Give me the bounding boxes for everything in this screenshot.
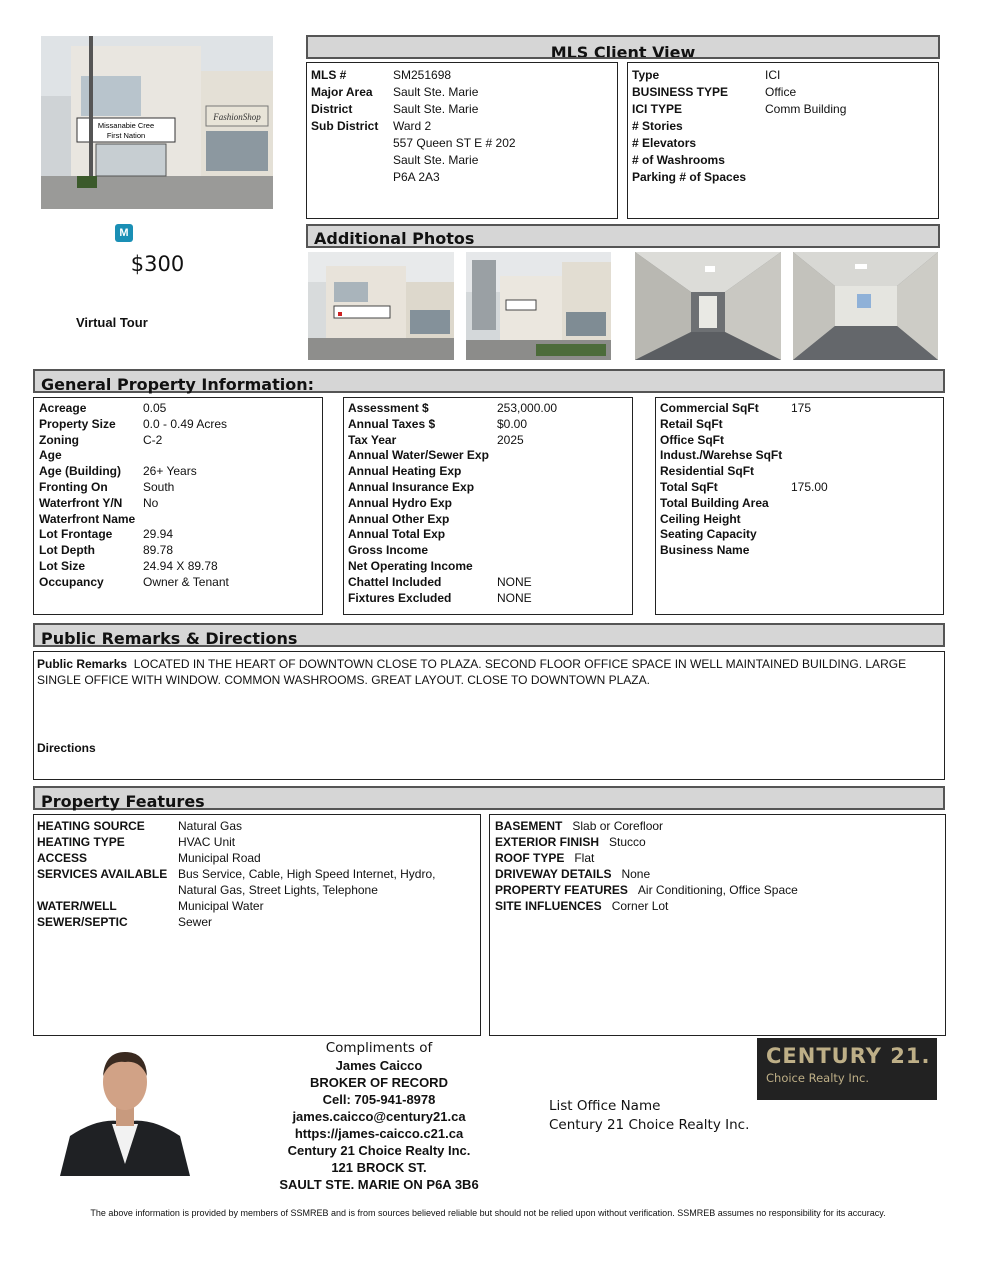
field-value: Owner & Tenant [143,574,229,589]
field-row [39,401,317,417]
field-row [495,882,940,898]
field-label: Annual Heating Exp [348,464,462,479]
field-value: Office [765,85,797,99]
agent-cell[interactable]: Cell: 705-941-8978 [322,1092,436,1107]
field-row [37,914,477,930]
list-office-name: Century 21 Choice Realty Inc. [549,1117,750,1133]
field-label: SERVICES AVAILABLE [37,867,168,881]
field-row [39,575,317,591]
agent-street: 121 BROCK ST. [331,1160,427,1175]
field-row [348,401,628,417]
field-value: ICI [765,68,781,82]
field-row [39,543,317,559]
field-label: # Stories [632,119,683,133]
field-value: Sault Ste. Marie [393,153,479,167]
field-label: DRIVEWAY DETAILS [495,867,612,881]
general-col-2 [343,397,633,615]
field-row [348,575,628,591]
field-row [660,496,939,512]
directions-label: Directions [37,741,96,755]
field-value: Stucco [609,835,646,849]
agent-photo [60,1046,190,1176]
field-row [37,866,477,898]
field-value: SM251698 [393,68,452,82]
field-value: C-2 [143,432,163,447]
field-value: 29.94 [143,527,174,542]
field-row [495,834,940,850]
field-label [311,169,393,186]
field-value: HVAC Unit [178,835,236,849]
field-row [348,448,628,464]
main-property-photo[interactable] [41,36,273,209]
field-value: Air Conditioning, Office Space [637,883,798,897]
listing-type-box [627,62,939,219]
field-value: Sault Ste. Marie [393,85,479,99]
field-row [348,512,628,528]
logo-sub: Choice Realty Inc. [766,1071,870,1085]
sign-text: Missanabie Cree [97,121,155,130]
field-row [348,433,628,449]
field-row [632,118,934,135]
field-label: Assessment $ [348,401,429,415]
field-row [311,169,613,186]
field-row [37,898,477,914]
agent-website[interactable]: https://james-caicco.c21.ca [294,1126,464,1141]
field-row [39,480,317,496]
field-label: Residential SqFt [660,464,755,479]
field-value: 175.00 [791,479,828,494]
additional-photo-1[interactable] [308,252,454,360]
field-value: Slab or Corefloor [572,819,664,833]
field-row [311,152,613,169]
field-value: 0.05 [143,401,167,415]
field-label: BUSINESS TYPE [632,85,729,99]
features-title: Property Features [41,792,205,811]
field-label: Annual Hydro Exp [348,495,453,510]
remarks-box [33,651,945,780]
logo-brand: CENTURY 21. [766,1044,931,1068]
field-label: Annual Insurance Exp [348,479,475,494]
field-row [632,67,934,84]
field-label: Age [39,448,62,463]
public-remarks [37,657,941,688]
field-label: District [311,102,353,116]
field-value: Municipal Water [178,899,264,913]
field-label: Lot Depth [39,543,95,558]
field-row [311,118,613,135]
field-value: None [621,867,651,881]
field-row [660,448,939,464]
field-value: 175 [791,401,812,415]
field-row [39,496,317,512]
list-office [549,1097,749,1135]
list-office-label: List Office Name [549,1098,661,1114]
sign-text-2: First Nation [106,131,146,140]
field-label: Annual Other Exp [348,511,450,526]
field-row [495,898,940,914]
field-row [311,84,613,101]
additional-photo-3[interactable] [635,252,781,360]
field-label: Annual Taxes $ [348,416,436,431]
field-label: ROOF TYPE [495,851,565,865]
field-label: HEATING TYPE [37,835,125,849]
field-label: Tax Year [348,432,397,447]
field-label: WATER/WELL [37,899,117,913]
field-label [311,135,393,152]
remarks-header [33,623,945,647]
field-value: NONE [497,590,532,605]
field-row [660,543,939,559]
features-header [33,786,945,810]
field-label: Gross Income [348,543,429,558]
field-label: Commercial SqFt [660,401,759,415]
public-remarks-text: LOCATED IN THE HEART OF DOWNTOWN CLOSE TO PLAZA. SECOND FLOOR OFFICE SPACE IN WELL MAINTAINED BUILDING. LARGE SINGLE OFFICE WITH WINDOW. COMMON WASHROOMS. GREAT LAYOUT. CLOSE TO DOWNTOWN PLAZA. [37,657,907,687]
field-row [39,559,317,575]
disclaimer: The above information is provided by members of SSMREB and is from sources believed reliable but should not be relied upon without verification. SSMREB assumes no responsibility for its accuracy. [90,1208,886,1218]
field-row [632,84,934,101]
field-row [495,818,940,834]
field-row [39,417,317,433]
field-label: ACCESS [37,851,88,865]
shop-sign-text: FashionShop [213,112,261,122]
agent-city: SAULT STE. MARIE ON P6A 3B6 [279,1177,479,1192]
general-info-title: General Property Information: [41,375,314,394]
field-label: Retail SqFt [660,416,723,431]
field-label: PROPERTY FEATURES [495,883,628,897]
agent-name: James Caicco [335,1058,423,1073]
field-value: NONE [497,574,532,589]
field-label: Total SqFt [660,479,718,494]
field-value: Bus Service, Cable, High Speed Internet, Hydro, Natural Gas, Street Lights, Telephone [178,867,436,897]
field-value: 24.94 X 89.78 [143,558,218,573]
general-col-1 [33,397,323,615]
field-row [660,417,939,433]
field-label: Acreage [39,401,87,415]
field-row [348,559,628,575]
field-value: 26+ Years [143,464,197,479]
field-label: Major Area [311,85,373,99]
mls-badge[interactable]: M [115,224,133,242]
field-row [37,850,477,866]
field-row [311,67,613,84]
additional-photos-header [306,224,940,248]
field-row [632,152,934,169]
field-row [37,818,477,834]
field-row [311,101,613,118]
field-label: Type [632,68,660,82]
field-row [660,480,939,496]
field-row [495,850,940,866]
additional-photos-title: Additional Photos [314,229,475,248]
field-label: Business Name [660,543,750,558]
field-value: $0.00 [497,416,528,431]
field-label: Fixtures Excluded [348,590,452,605]
field-row [39,527,317,543]
features-right-box [489,814,946,1036]
field-label: Net Operating Income [348,558,473,573]
remarks-title: Public Remarks & Directions [41,629,298,648]
field-value: Natural Gas [178,819,243,833]
agent-email[interactable]: james.caicco@century21.ca [292,1109,466,1124]
field-label: Annual Total Exp [348,527,446,542]
field-label: Office SqFt [660,432,725,447]
field-value: Comm Building [765,102,847,116]
field-label: Chattel Included [348,574,442,589]
additional-photo-4[interactable] [793,252,938,360]
field-value: Flat [574,851,595,865]
field-value: Corner Lot [611,899,669,913]
field-label: Seating Capacity [660,527,757,542]
page-title: MLS Client View [550,43,696,59]
field-row [348,480,628,496]
public-remarks-label: Public Remarks [37,657,128,671]
field-label: # of Washrooms [632,153,725,167]
field-value: No [143,495,159,510]
field-label: Fronting On [39,479,108,494]
field-value: 557 Queen ST E # 202 [393,136,516,150]
field-value: 89.78 [143,543,174,558]
field-row [632,169,934,186]
general-col-3 [655,397,944,615]
agent-info [248,1040,510,1193]
field-label: Lot Size [39,558,86,573]
field-label: BASEMENT [495,819,563,833]
field-value: 253,000.00 [497,401,558,415]
field-row [660,401,939,417]
field-row [348,527,628,543]
field-label: Waterfront Name [39,511,136,526]
field-row [660,527,939,543]
field-label: ICI TYPE [632,102,683,116]
field-label: Annual Water/Sewer Exp [348,448,489,463]
agent-role: BROKER OF RECORD [310,1075,448,1090]
field-value: Municipal Road [178,851,261,865]
field-value: 2025 [497,432,524,447]
field-row [39,512,317,528]
mls-client-view-header [306,35,940,59]
field-row [39,464,317,480]
field-label: # Elevators [632,136,697,150]
features-left-box [33,814,481,1036]
field-row [495,866,940,882]
field-row [660,464,939,480]
field-row [39,433,317,449]
field-label: Sub District [311,119,379,133]
field-label [311,152,393,169]
general-info-header [33,369,945,393]
field-row [660,512,939,528]
field-value: Sault Ste. Marie [393,102,479,116]
field-label: MLS # [311,68,347,82]
field-row [660,433,939,449]
field-label: Indust./Warehse SqFt [660,448,783,463]
field-row [632,135,934,152]
field-label: Property Size [39,416,116,431]
field-label: Zoning [39,432,79,447]
field-label: SITE INFLUENCES [495,899,602,913]
field-label: Age (Building) [39,464,121,479]
field-value: Ward 2 [393,119,432,133]
agent-brokerage: Century 21 Choice Realty Inc. [287,1143,471,1158]
field-label: Ceiling Height [660,511,741,526]
century21-logo [757,1038,937,1100]
field-label: Waterfront Y/N [39,495,123,510]
field-row [632,101,934,118]
field-row [348,464,628,480]
field-row [348,543,628,559]
field-row [37,834,477,850]
price: $300 [130,252,185,276]
field-value: 0.0 - 0.49 Acres [143,416,228,431]
field-row [39,448,317,464]
field-label: Parking # of Spaces [632,170,747,184]
compliments-text: Compliments of [325,1040,433,1056]
field-value: Sewer [178,915,213,929]
field-label: Total Building Area [660,495,769,510]
field-label: HEATING SOURCE [37,819,145,833]
field-label: Lot Frontage [39,527,113,542]
virtual-tour-link[interactable]: Virtual Tour [76,315,148,330]
field-row [348,591,628,607]
field-label: Occupancy [39,574,104,589]
field-value: South [143,479,175,494]
field-value: P6A 2A3 [393,170,440,184]
field-label: SEWER/SEPTIC [37,915,128,929]
field-row [348,496,628,512]
listing-info-box [306,62,618,219]
field-row [311,135,613,152]
additional-photo-2[interactable] [466,252,611,360]
field-label: EXTERIOR FINISH [495,835,600,849]
field-row [348,417,628,433]
